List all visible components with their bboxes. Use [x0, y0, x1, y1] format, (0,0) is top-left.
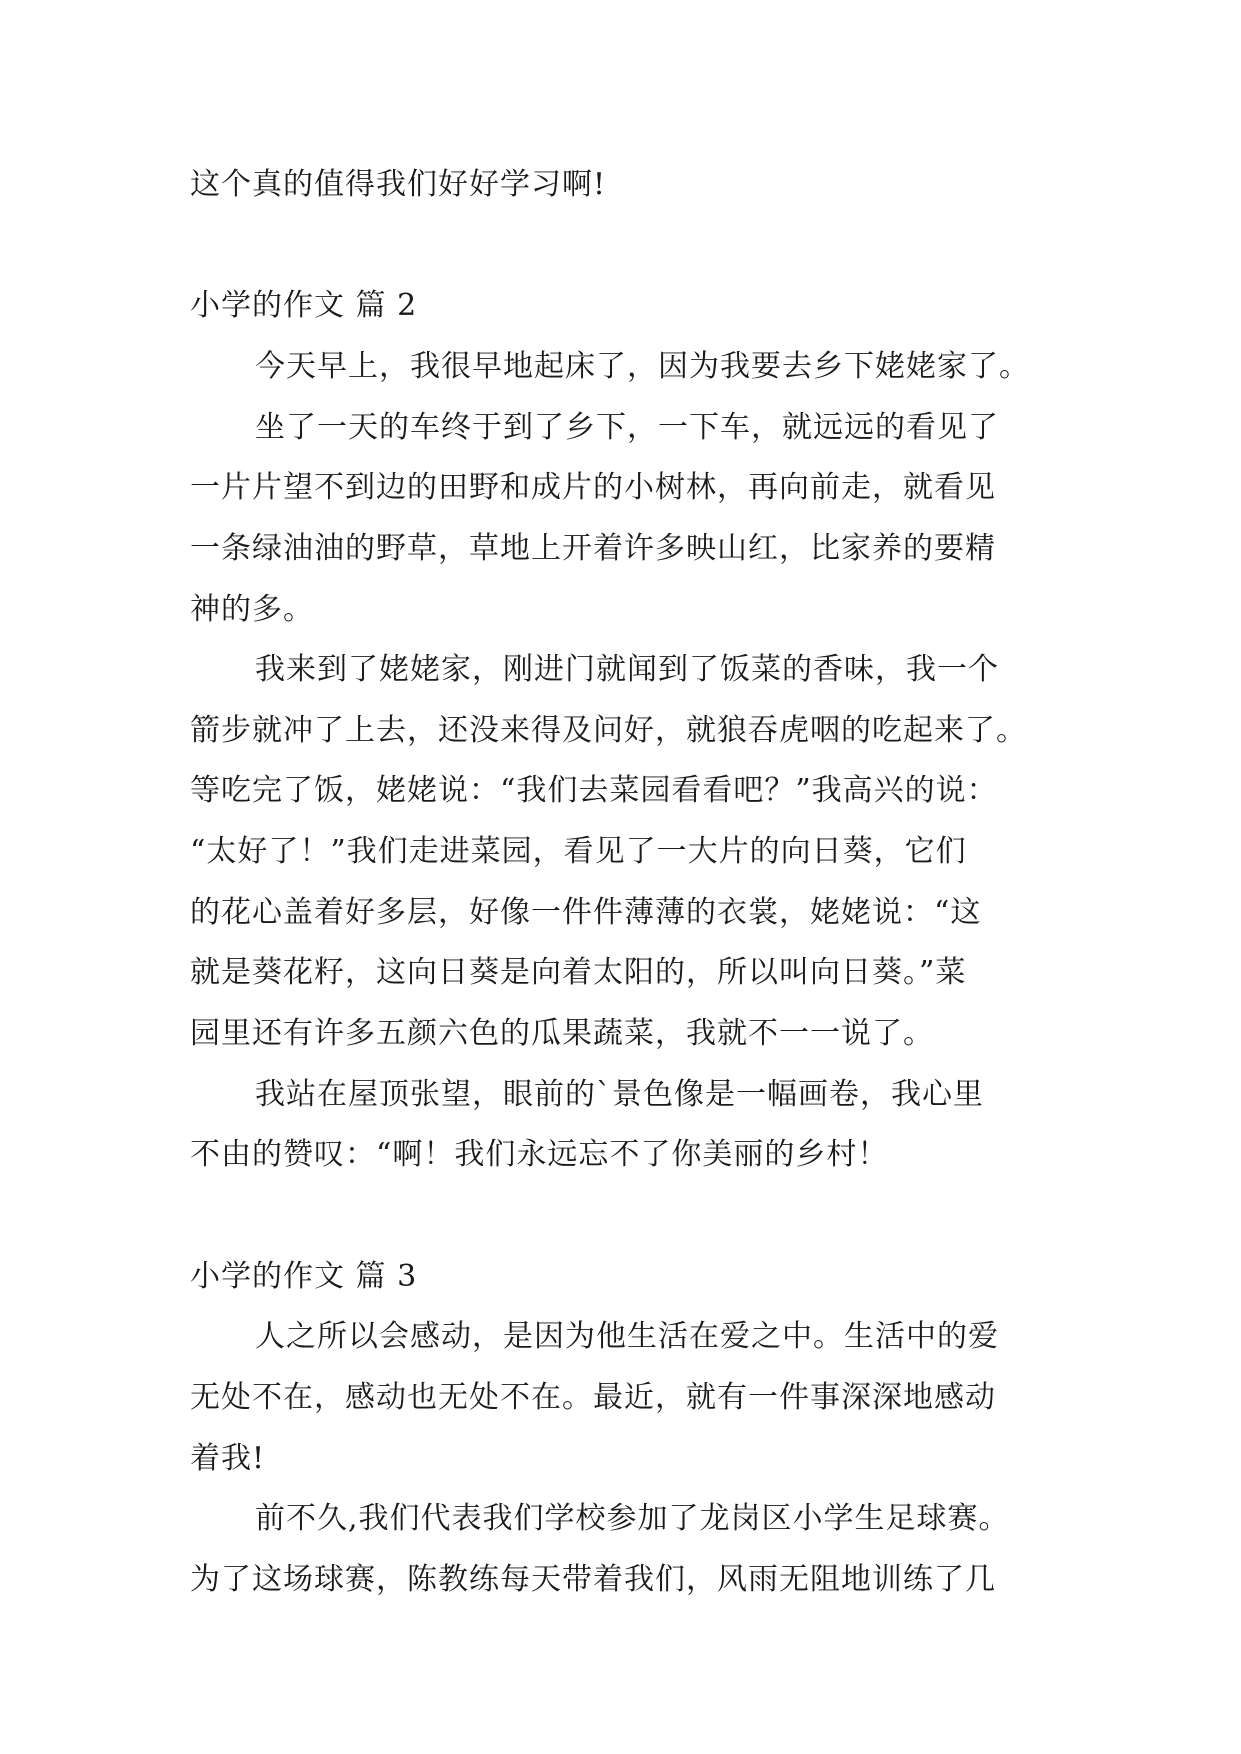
paragraph-line: 着我! — [190, 1441, 266, 1476]
paragraph-line: 我站在屋顶张望，眼前的`景色像是一幅画卷，我心里 — [255, 1077, 984, 1112]
section-heading-2: 小学的作文 篇 2 — [190, 288, 418, 323]
paragraph-line: 无处不在，感动也无处不在。最近，就有一件事深深地感动 — [190, 1380, 996, 1415]
paragraph-line: 等吃完了饭，姥姥说：“我们去菜园看看吧？”我高兴的说： — [190, 773, 998, 808]
paragraph-line: 坐了一天的车终于到了乡下，一下车，就远远的看见了 — [255, 410, 999, 445]
paragraph-line: 的花心盖着好多层，好像一件件薄薄的衣裳，姥姥说：“这 — [190, 895, 982, 930]
paragraph-line: “太好了！”我们走进菜园，看见了一大片的向日葵，它们 — [190, 834, 967, 869]
paragraph-line: 就是葵花籽，这向日葵是向着太阳的，所以叫向日葵。”菜 — [190, 955, 967, 990]
paragraph-line: 前不久,我们代表我们学校参加了龙岗区小学生足球赛。 — [255, 1501, 1010, 1536]
paragraph-line: 神的多。 — [190, 592, 314, 627]
paragraph-line: 园里还有许多五颜六色的瓜果蔬菜，我就不一一说了。 — [190, 1016, 934, 1051]
paragraph-line: 一片片望不到边的田野和成片的小树林，再向前走，就看见 — [190, 470, 996, 505]
paragraph-line: 这个真的值得我们好好学习啊! — [190, 167, 607, 202]
paragraph-line: 不由的赞叹：“啊！我们永远忘不了你美丽的乡村！ — [190, 1137, 889, 1172]
paragraph-line: 一条绿油油的野草，草地上开着许多映山红，比家养的要精 — [190, 531, 996, 566]
paragraph-line: 为了这场球赛，陈教练每天带着我们，风雨无阻地训练了几 — [190, 1562, 996, 1597]
paragraph-line: 人之所以会感动，是因为他生活在爱之中。生活中的爱 — [255, 1319, 999, 1354]
paragraph-line: 今天早上，我很早地起床了，因为我要去乡下姥姥家了。 — [255, 349, 1030, 384]
paragraph-line: 箭步就冲了上去，还没来得及问好，就狼吞虎咽的吃起来了。 — [190, 713, 1027, 748]
paragraph-line: 我来到了姥姥家，刚进门就闻到了饭菜的香味，我一个 — [255, 652, 999, 687]
section-heading-3: 小学的作文 篇 3 — [190, 1259, 418, 1294]
